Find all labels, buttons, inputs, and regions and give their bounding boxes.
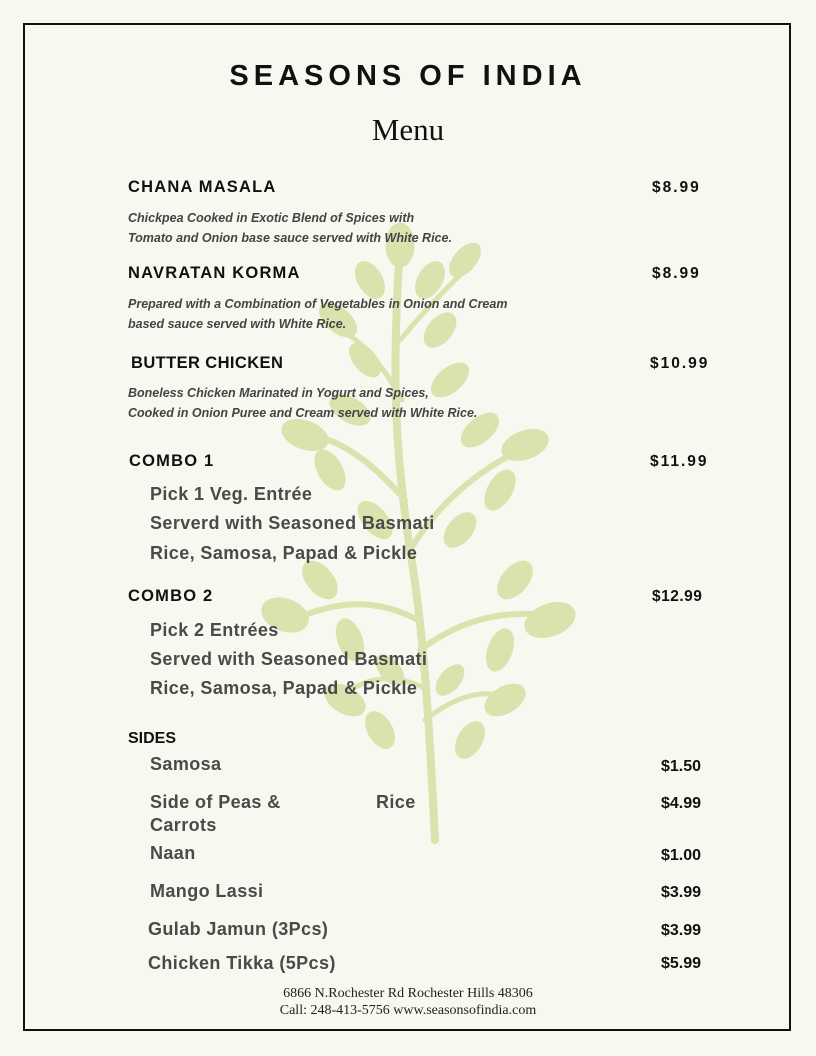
entree-description: based sauce served with White Rice. — [128, 317, 347, 331]
combo-line: Served with Seasoned Basmati — [150, 649, 428, 669]
entree-price: $8.99 — [652, 179, 701, 196]
restaurant-name: SEASONS OF INDIA — [229, 60, 587, 92]
side-price: $1.00 — [661, 847, 702, 864]
combo-price: $12.99 — [652, 588, 703, 605]
side-name-line2: Carrots — [150, 815, 217, 835]
address: 6866 N.Rochester Rd Rochester Hills 48306 — [283, 986, 533, 1001]
combo-line: Rice, Samosa, Papad & Pickle — [150, 543, 418, 563]
side-name: Samosa — [150, 754, 222, 774]
entree-description: Boneless Chicken Marinated in Yogurt and Spices, — [128, 386, 429, 400]
side-name: Gulab Jamun (3Pcs) — [148, 919, 329, 939]
side-price: $4.99 — [661, 795, 702, 812]
entree-description: Tomato and Onion base sauce served with White Rice. — [128, 231, 452, 245]
side-name: Naan — [150, 843, 196, 863]
entree-price: $10.99 — [650, 355, 710, 372]
entree-description: Chickpea Cooked in Exotic Blend of Spices with — [128, 211, 415, 225]
combo-line: Pick 2 Entrées — [150, 620, 279, 640]
combo-name: COMBO 2 — [128, 587, 214, 605]
side-price: $5.99 — [661, 955, 702, 972]
side-price: $1.50 — [661, 758, 702, 775]
combo-line: Pick 1 Veg. Entrée — [150, 484, 313, 504]
entree-price: $8.99 — [652, 265, 701, 282]
combo-line: Rice, Samosa, Papad & Pickle — [150, 678, 418, 698]
contact-info: Call: 248-413-5756 www.seasonsofindia.com — [279, 1003, 537, 1018]
entree-name: NAVRATAN KORMA — [128, 264, 301, 282]
combo-price: $11.99 — [650, 453, 709, 470]
combo-line: Serverd with Seasoned Basmati — [150, 513, 435, 533]
entree-description: Prepared with a Combination of Vegetables in Onion and Cream — [128, 297, 508, 311]
entree-name: BUTTER CHICKEN — [131, 354, 284, 372]
side-price: $3.99 — [661, 884, 702, 901]
entree-description: Cooked in Onion Puree and Cream served with White Rice. — [128, 406, 478, 420]
sides-heading: SIDES — [128, 730, 177, 747]
side-name: Side of Peas & — [150, 792, 281, 812]
side-name: Chicken Tikka (5Pcs) — [148, 953, 336, 973]
side-name-extra: Rice — [376, 792, 416, 812]
side-name: Mango Lassi — [150, 881, 264, 901]
side-price: $3.99 — [661, 922, 702, 939]
combo-name: COMBO 1 — [129, 452, 215, 470]
entree-name: CHANA MASALA — [128, 178, 277, 196]
menu-title: Menu — [371, 112, 445, 147]
